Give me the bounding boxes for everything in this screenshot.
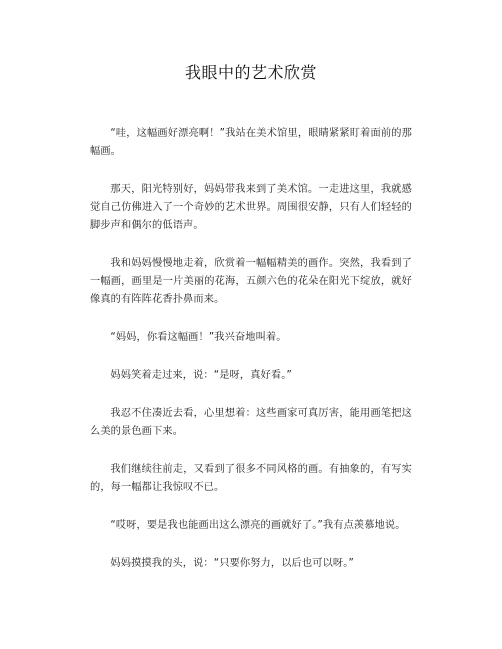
paragraph-7: 我们继续往前走，又看到了很多不同风格的画。有抽象的，有写实的，每一幅都让我惊叹不已。 — [90, 464, 412, 493]
paragraph-1: “哇，这幅画好漂亮啊！”我站在美术馆里，眼睛紧紧盯着面前的那幅画。 — [90, 128, 412, 157]
paragraph-6: 我忍不住凑近去看，心里想着：这些画家可真厉害，能用画笔把这么美的景色画下来。 — [90, 408, 412, 437]
document-title: 我眼中的艺术欣赏 — [184, 63, 317, 82]
paragraph-2: 那天，阳光特别好，妈妈带我来到了美术馆。一走进这里，我就感觉自己仿佛进入了一个奇妙的艺术世界。周围很安静，只有人们轻轻的脚步声和偶尔的低语声。 — [90, 184, 412, 231]
paragraph-3: 我和妈妈慢慢地走着，欣赏着一幅幅精美的画作。突然，我看到了一幅画，画里是一片美丽的花海，五颜六色的花朵在阳光下绽放，就好像真的有阵阵花香扑鼻而来。 — [90, 258, 412, 305]
paragraph-8: “哎呀，要是我也能画出这么漂亮的画就好了。”我有点羡慕地说。 — [110, 520, 406, 531]
paragraph-5: 妈妈笑着走过来，说：“是呀，真好看。” — [110, 370, 292, 381]
document-body — [90, 125, 412, 593]
paragraph-9: 妈妈摸摸我的头，说：“只要你努力，以后也可以呀。” — [110, 558, 354, 569]
paragraph-4: “妈妈，你看这幅画！”我兴奋地叫着。 — [110, 332, 287, 343]
